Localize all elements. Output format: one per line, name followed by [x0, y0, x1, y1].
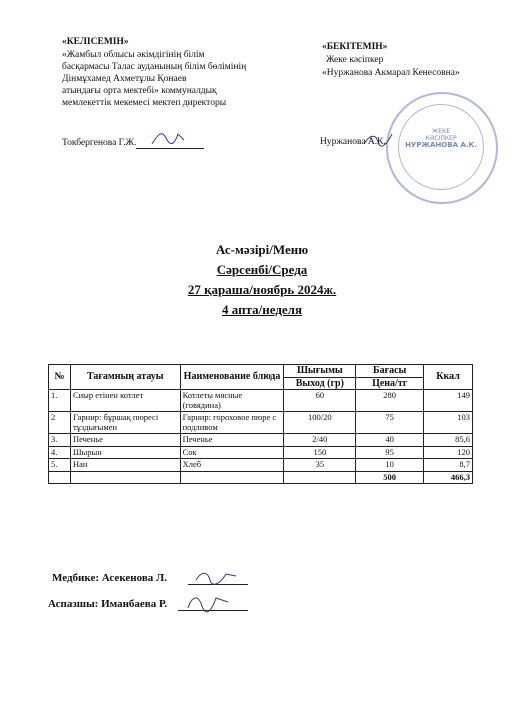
- cell-name-ru: Печенье: [180, 434, 284, 447]
- cook-name: Иманбаева Р.: [101, 598, 168, 610]
- cell-num: 2: [49, 412, 71, 434]
- approval-right-line2: «Нуржанова Акмарал Кенесовна»: [322, 68, 460, 78]
- approval-right-signer: Нуржанова А.К.: [320, 137, 386, 147]
- cell-kcal: 85,6: [424, 434, 473, 447]
- table-total-row: [49, 471, 473, 484]
- cell-name-ru: Хлеб: [180, 459, 284, 472]
- cell-num: 3.: [49, 434, 71, 447]
- cell-name-kz: Сиыр етінен котлет: [70, 390, 180, 412]
- cell-name-kz: Гарнир: бұршақ пюресі тұздығымен: [70, 412, 180, 434]
- table-row: [49, 412, 473, 434]
- cell-output: 2/40: [284, 434, 356, 447]
- stamp-line3: НУРЖАНОВА А.К.: [405, 141, 477, 149]
- nurse-label: Медбике:: [52, 572, 99, 584]
- title-week: 4 апта/неделя: [222, 302, 302, 317]
- total-empty-output: [284, 471, 356, 484]
- cook-signature-block: [48, 598, 167, 610]
- menu-table: [48, 364, 473, 484]
- total-empty-ru: [180, 471, 284, 484]
- header-output-kz: Шығымы: [284, 365, 356, 378]
- table-row: [49, 390, 473, 412]
- header-name-kz: Тағамның атауы: [70, 365, 180, 390]
- approval-right-heading: «БЕКІТЕМІН»: [322, 42, 388, 52]
- approval-left-line4: атындағы орта мектебі» коммуналдық: [62, 86, 217, 96]
- cell-name-kz: Шырын: [70, 446, 180, 459]
- table-row: [49, 434, 473, 447]
- cell-output: 150: [284, 446, 356, 459]
- title-date: 27 қараша/ноябрь 2024ж.: [187, 282, 337, 297]
- cell-price: 280: [356, 390, 424, 412]
- header-price-kz: Бағасы: [356, 365, 424, 378]
- cell-num: 5.: [49, 459, 71, 472]
- cell-name-ru: Гарнир: гороховое пюре с подливом: [180, 412, 284, 434]
- total-kcal: 466,3: [424, 471, 473, 484]
- cell-kcal: 103: [424, 412, 473, 434]
- cell-kcal: 149: [424, 390, 473, 412]
- approval-left-line5: мемлекеттік мекемесі мектеп директоры: [62, 98, 227, 108]
- table-header-row: [49, 365, 473, 378]
- cook-signature: [184, 590, 234, 614]
- header-num: №: [49, 365, 71, 390]
- cell-kcal: 120: [424, 446, 473, 459]
- header-output-ru: Выход (гр): [284, 377, 356, 390]
- header-name-ru: Наименование блюда: [180, 365, 284, 390]
- approval-left-line2: басқармасы Талас ауданының білім бөлімінің: [62, 62, 247, 72]
- cell-output: 35: [284, 459, 356, 472]
- total-empty-num: [49, 471, 71, 484]
- header-kcal: Ккал: [424, 365, 473, 390]
- total-price: 500: [356, 471, 424, 484]
- stamp-line2: КӘСІПКЕР: [425, 135, 457, 142]
- nurse-signature: [192, 566, 242, 588]
- cell-price: 75: [356, 412, 424, 434]
- stamp-line1: ЖЕКЕ: [431, 128, 451, 135]
- cell-name-ru: Котлеты мясные (говядина): [180, 390, 284, 412]
- table-row: [49, 459, 473, 472]
- title-day: Сәрсенбі/Среда: [216, 262, 308, 277]
- director-signature: [148, 126, 188, 150]
- cell-price: 10: [356, 459, 424, 472]
- cell-price: 95: [356, 446, 424, 459]
- approval-right-line1: Жеке кәсіпкер: [326, 55, 384, 65]
- entrepreneur-signature: [362, 128, 402, 152]
- cell-price: 40: [356, 434, 424, 447]
- cell-output: 100/20: [284, 412, 356, 434]
- cell-num: 1.: [49, 390, 71, 412]
- approval-left-line3: Дінмұхамед Ахметұлы Қонаев: [62, 74, 187, 84]
- nurse-signature-block: [52, 572, 167, 584]
- cell-name-kz: Печенье: [70, 434, 180, 447]
- cell-num: 4.: [49, 446, 71, 459]
- cell-name-ru: Сок: [180, 446, 284, 459]
- approval-left-signer: Токбергенова Г.Ж.: [62, 138, 137, 148]
- cell-output: 60: [284, 390, 356, 412]
- table-row: [49, 446, 473, 459]
- title-menu: Ас-мәзірі/Меню: [215, 242, 309, 257]
- approval-left-heading: «КЕЛІСЕМІН»: [62, 37, 129, 47]
- approval-left-line1: «Жамбыл облысы әкімдігінің білім: [62, 50, 205, 60]
- cell-kcal: 8,7: [424, 459, 473, 472]
- cook-label: Аспазшы:: [48, 598, 99, 610]
- nurse-name: Асекенова Л.: [101, 572, 167, 584]
- cell-name-kz: Нан: [70, 459, 180, 472]
- header-price-ru: Цена/тг: [356, 377, 424, 390]
- stamp-text: [404, 128, 478, 149]
- titles-block: [0, 240, 524, 320]
- total-empty-kz: [70, 471, 180, 484]
